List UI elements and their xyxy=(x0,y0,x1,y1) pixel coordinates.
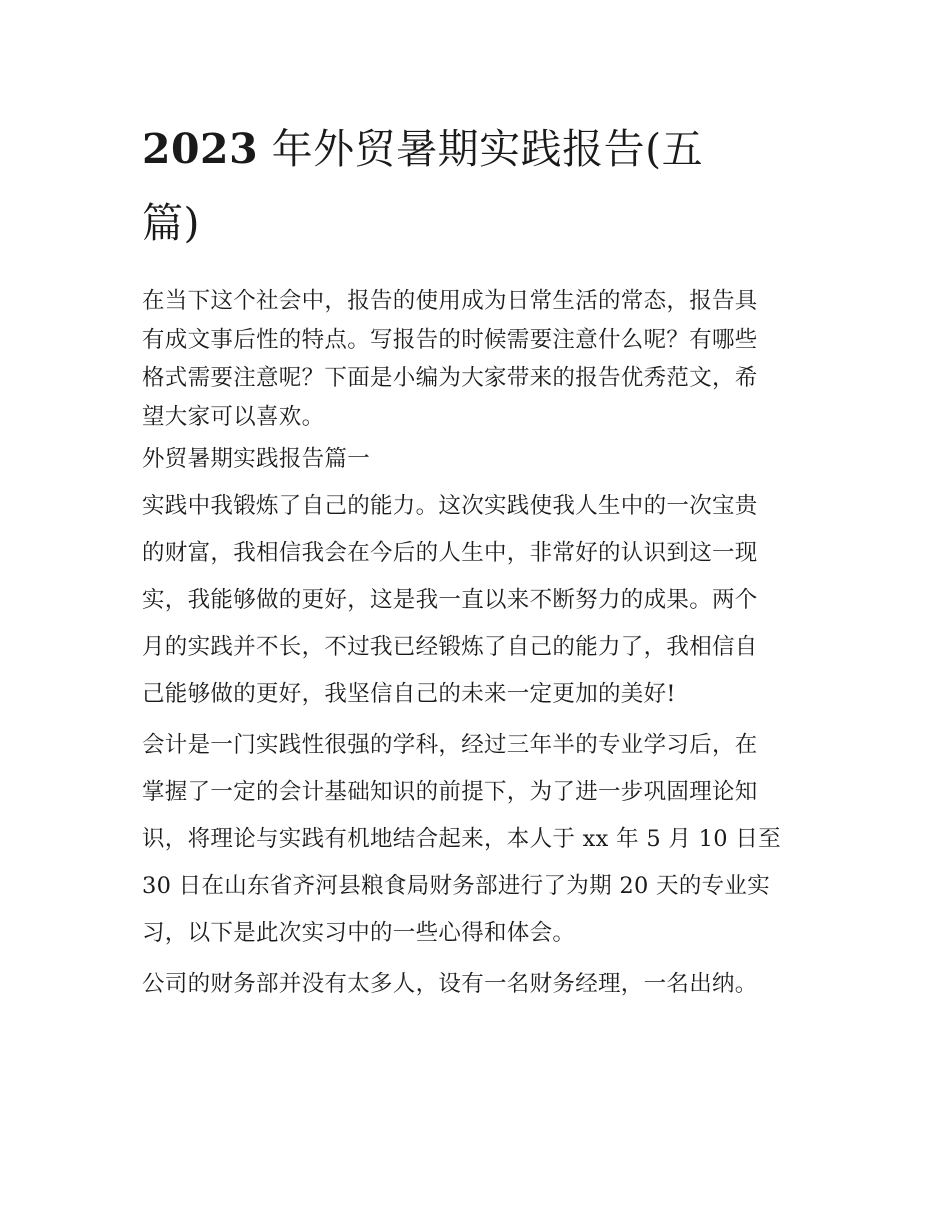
body-paragraph-3: 公司的财务部并没有太多人，设有一名财务经理，一名出纳。 xyxy=(142,970,758,997)
title-text: 年外贸暑期实践报告(五 篇) xyxy=(142,125,704,247)
body-paragraph-2: 会计是一门实践性很强的学科，经过三年半的专业学习后，在 掌握了一定的会计基础知识的前提下，为了进一步巩固理论知 识，将理论与实践有机地结合起来，本人于 xx 年 5 月 10 日至 30 日在山东省齐河县粮食局财务部进行了为期 20 天的专业实 习，以下是此次实习中的一些心得和体会。 xyxy=(142,731,781,946)
document-content xyxy=(142,112,814,1012)
section-heading: 外贸暑期实践报告篇一 xyxy=(142,446,371,472)
title-year: 2023 xyxy=(142,125,259,173)
body-paragraph-1: 实践中我锻炼了自己的能力。这次实践使我人生中的一次宝贵 的财富，我相信我会在今后的人生中，非常好的认识到这一现 实，我能够做的更好，这是我一直以来不断努力的成果。两个 月的实践并不长，不过我已经锻炼了自己的能力了，我相信自 己能够做的更好，我坚信自己的未来一定更加的美好! xyxy=(142,492,758,707)
document-title xyxy=(142,112,814,260)
intro-paragraph: 在当下这个社会中，报告的使用成为日常生活的常态，报告具 有成文事后性的特点。写报告的时候需要注意什么呢？有哪些 格式需要注意呢？下面是小编为大家带来的报告优秀范文，希 望大家可以喜欢。 xyxy=(142,288,758,430)
